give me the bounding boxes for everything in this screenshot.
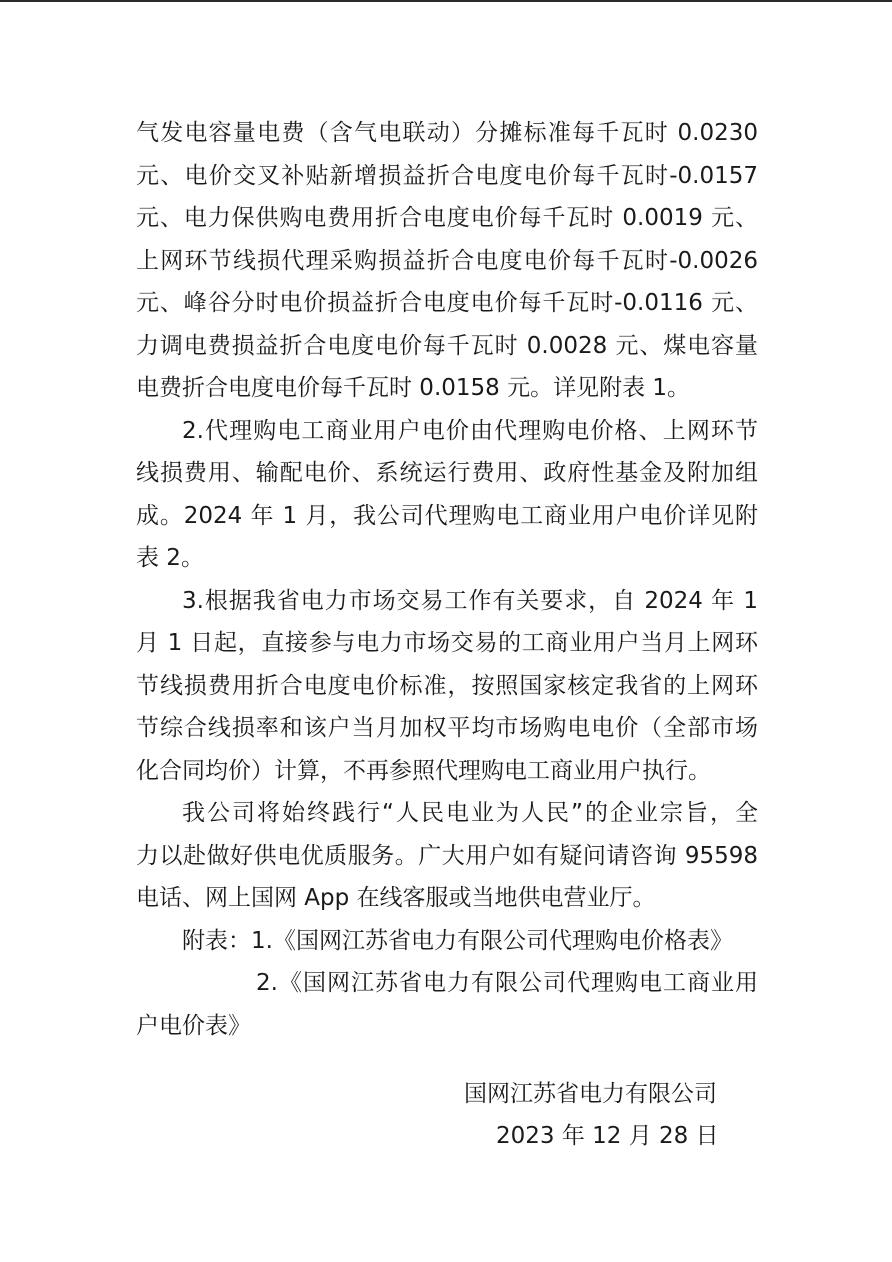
body-line: 节综合线损率和该户当月加权平均市场购电电价（全部市场: [136, 715, 758, 741]
body-line: 月 1 日起，直接参与电力市场交易的工商业用户当月上网环: [136, 630, 758, 656]
body-line: 力调电费损益折合电度电价每千瓦时 0.0028 元、煤电容量: [136, 332, 758, 359]
body-line: 成。2024 年 1 月，我公司代理购电工商业用户电价详见附: [136, 502, 758, 529]
body-line: 元、电力保供购电费用折合电度电价每千瓦时 0.0019 元、: [136, 205, 758, 231]
body-line: 表 2。: [136, 545, 204, 571]
body-line: 上网环节线损代理采购损益折合电度电价每千瓦时-0.0026: [136, 247, 758, 274]
document-body: [136, 112, 758, 1047]
body-line: 元、峰谷分时电价损益折合电度电价每千瓦时-0.0116 元、: [136, 290, 758, 316]
body-line: 电费折合电度电价每千瓦时 0.0158 元。详见附表 1。: [136, 375, 691, 401]
closing-paragraph-start: 我公司将始终践行“人民电业为人民”的企业宗旨，全: [182, 800, 758, 826]
body-line: 气发电容量电费（含气电联动）分摊标准每千瓦时 0.0230: [136, 120, 758, 146]
signature-date: 2023 年 12 月 28 日: [496, 1123, 719, 1149]
top-border-line: [0, 0, 892, 2]
body-line: 节线损费用折合电度电价标准，按照国家核定我省的上网环: [136, 672, 758, 699]
body-line: 力以赴做好供电优质服务。广大用户如有疑问请咨询 95598: [136, 842, 758, 869]
attachment-list-item-2-cont: 户电价表》: [136, 1012, 251, 1039]
body-line: 电话、网上国网 App 在线客服或当地供电营业厅。: [136, 885, 656, 911]
body-line: 线损费用、输配电价、系统运行费用、政府性基金及附加组: [136, 460, 758, 486]
attachment-list-item-1: 附表：1.《国网江苏省电力有限公司代理购电价格表》: [182, 927, 733, 954]
signature-block: [464, 1073, 754, 1157]
body-line: 化合同均价）计算，不再参照代理购电工商业用户执行。: [136, 757, 711, 784]
signature-organization: 国网江苏省电力有限公司: [464, 1081, 717, 1107]
paragraph-2-start: 2.代理购电工商业用户电价由代理购电价格、上网环节: [182, 417, 758, 444]
attachment-list-item-2: 2.《国网江苏省电力有限公司代理购电工商业用: [256, 970, 758, 996]
paragraph-3-start: 3.根据我省电力市场交易工作有关要求，自 2024 年 1: [182, 587, 758, 614]
body-line: 元、电价交叉补贴新增损益折合电度电价每千瓦时-0.0157: [136, 162, 758, 189]
